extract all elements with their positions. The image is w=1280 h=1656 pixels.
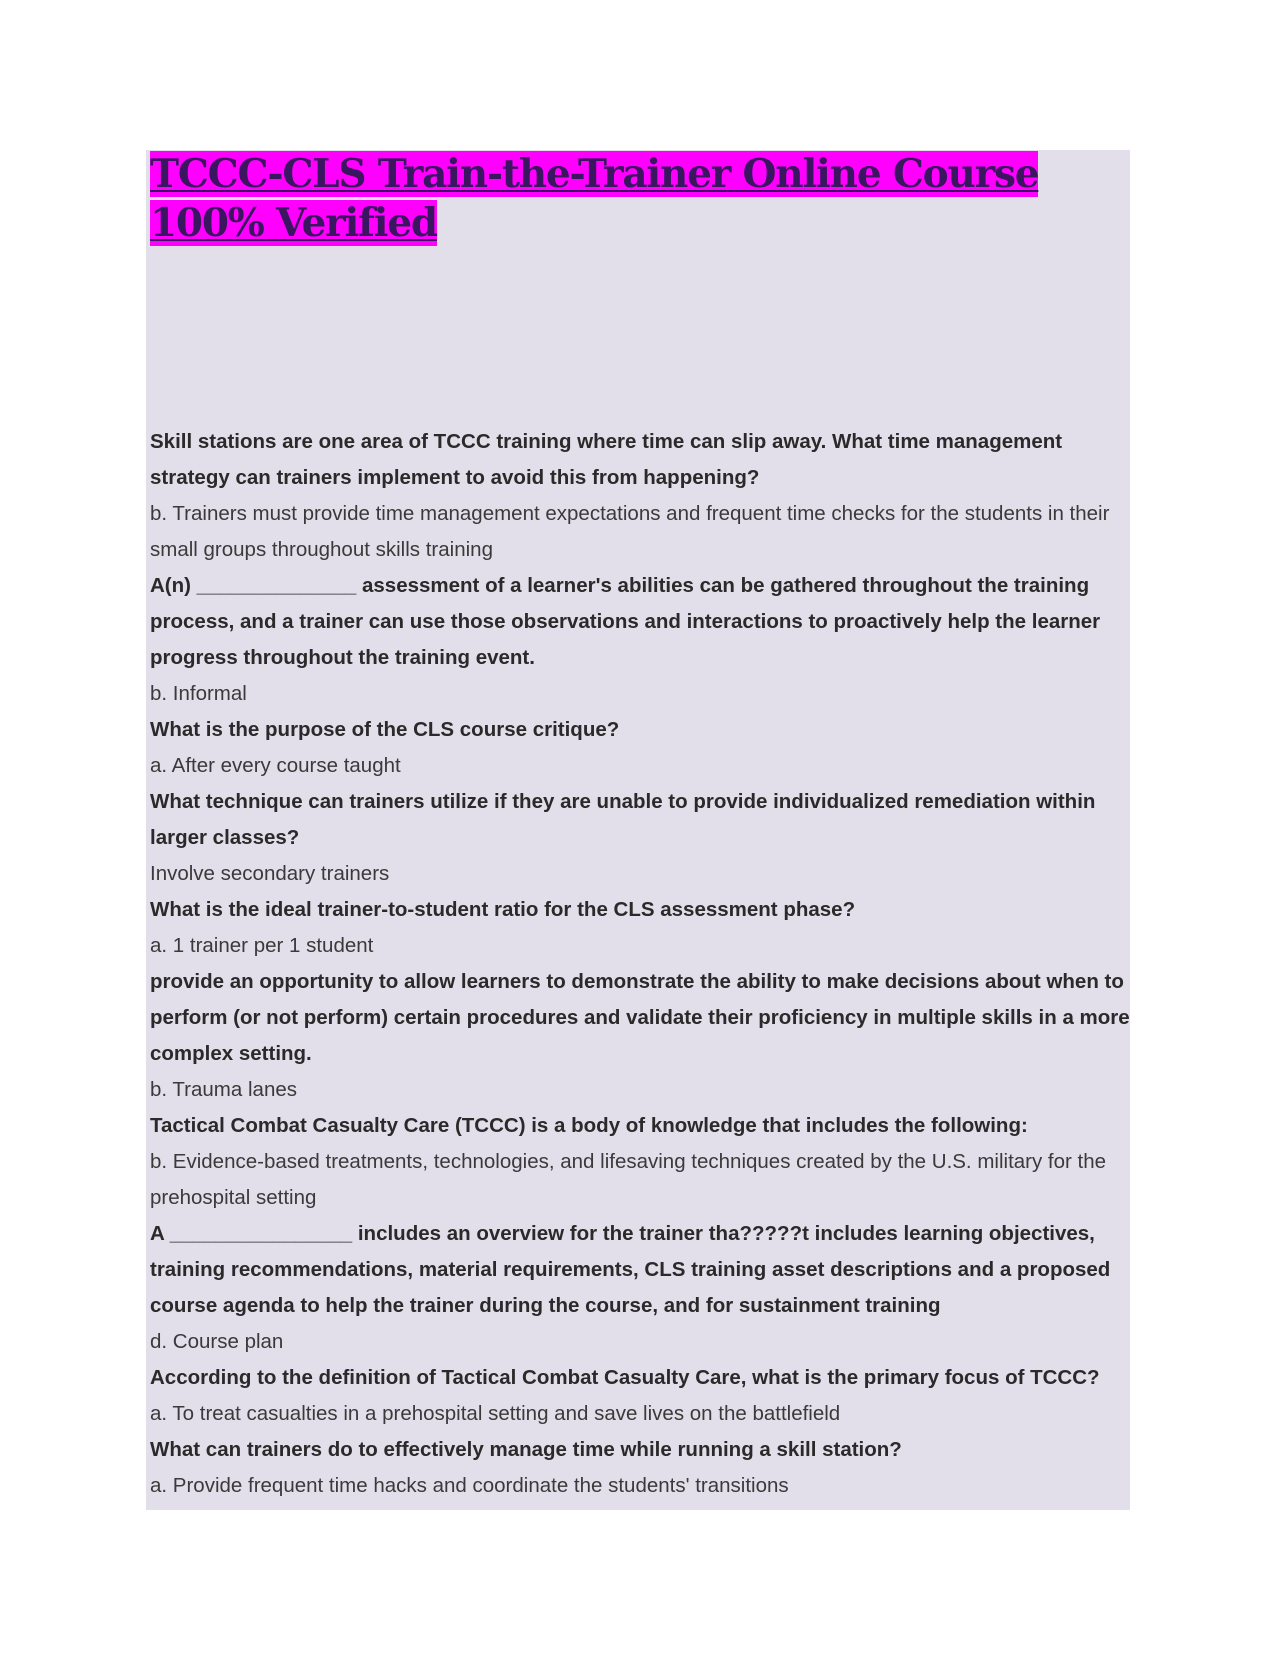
answer: a. After every course taught: [150, 754, 401, 777]
question: What technique can trainers utilize if they are unable to provide individualized remediation within larger classes?: [150, 790, 1096, 849]
question: provide an opportunity to allow learners to demonstrate the ability to make decisions about when to perform (or not perform) certain procedures and validate their proficiency in multiple skills in a more complex setting.: [150, 970, 1130, 1065]
qa-item: [150, 784, 1135, 892]
answer: b. Evidence-based treatments, technologies, and lifesaving techniques created by the U.S. military for the prehospital setting: [150, 1150, 1107, 1209]
answer: a. To treat casualties in a prehospital setting and save lives on the battlefield: [150, 1402, 841, 1425]
question: Tactical Combat Casualty Care (TCCC) is a body of knowledge that includes the following:: [150, 1114, 1028, 1137]
qa-item: [150, 1432, 1135, 1504]
document-title-text: TCCC-CLS Train-the-Trainer Online Course 100% Verified: [150, 151, 1039, 246]
question: A(n) ______________ assessment of a learner's abilities can be gathered throughout the training process, and a trainer can use those observations and interactions to proactively help the learner progress throughout the training event.: [150, 574, 1101, 669]
qa-item: [150, 568, 1135, 712]
answer: b. Trainers must provide time management expectations and frequent time checks for the students in their small groups throughout skills training: [150, 502, 1110, 561]
answer: a. 1 trainer per 1 student: [150, 934, 374, 957]
question: What is the purpose of the CLS course critique?: [150, 718, 620, 741]
answer: a. Provide frequent time hacks and coordinate the students' transitions: [150, 1474, 789, 1497]
qa-item: [150, 892, 1135, 964]
answer: d. Course plan: [150, 1330, 284, 1353]
question: What can trainers do to effectively manage time while running a skill station?: [150, 1438, 902, 1461]
question: A ________________ includes an overview for the trainer tha?????t includes learning objectives, training recommendations, material requirements, CLS training asset descriptions and a proposed course agenda to help the trainer during the course, and for sustainment training: [150, 1222, 1111, 1317]
answer: b. Trauma lanes: [150, 1078, 297, 1101]
qa-item: [150, 712, 1135, 784]
qa-item: [150, 1216, 1135, 1360]
qa-item: [150, 1360, 1135, 1432]
question: What is the ideal trainer-to-student ratio for the CLS assessment phase?: [150, 898, 856, 921]
qa-item: [150, 1108, 1135, 1216]
qa-item: [150, 424, 1135, 568]
qa-list: [150, 424, 1135, 1504]
answer: Involve secondary trainers: [150, 862, 390, 885]
document-title: [150, 150, 1110, 248]
question: Skill stations are one area of TCCC training where time can slip away. What time management strategy can trainers implement to avoid this from happening?: [150, 430, 1063, 489]
question: According to the definition of Tactical Combat Casualty Care, what is the primary focus of TCCC?: [150, 1366, 1100, 1389]
answer: b. Informal: [150, 682, 247, 705]
qa-item: [150, 964, 1135, 1108]
